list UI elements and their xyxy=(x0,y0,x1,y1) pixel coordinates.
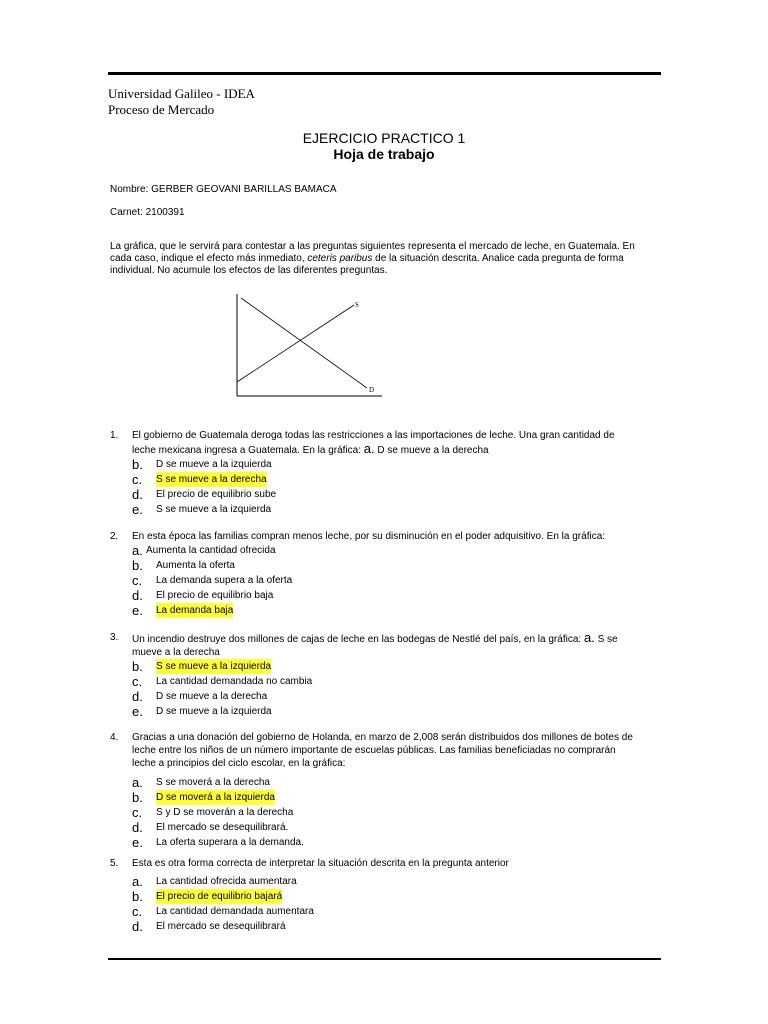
supply-label: S xyxy=(355,301,359,309)
question-number: 1. xyxy=(110,430,119,441)
option-text: La demanda supera a la oferta xyxy=(156,575,293,586)
option-letter: d. xyxy=(132,919,143,934)
inline-option-letter: a. xyxy=(363,441,375,456)
option-e[interactable] xyxy=(132,603,640,618)
option-text: Aumenta la cantidad ofrecida xyxy=(146,545,276,556)
option-b[interactable] xyxy=(132,790,640,805)
intro-part-1: La gráfica, que le servirá para contestar a las preguntas siguientes representa el mercado de leche, en Guatemala. En cada caso, indique el efecto más inmediato, xyxy=(110,241,635,264)
option-d[interactable] xyxy=(132,689,640,704)
option-text: D se mueve a la izquierda xyxy=(156,459,272,470)
option-b[interactable] xyxy=(132,659,640,674)
question-number: 2. xyxy=(110,531,119,542)
demand-label: D xyxy=(369,386,375,394)
option-text: La cantidad ofrecida aumentara xyxy=(156,876,297,887)
option-text: La oferta superara a la demanda. xyxy=(156,837,304,848)
option-text: D se mueve a la derecha xyxy=(156,691,268,702)
option-letter: a. xyxy=(132,874,143,889)
option-text: El mercado se desequilibrará. xyxy=(156,822,289,833)
bottom-rule xyxy=(108,958,661,960)
option-c[interactable] xyxy=(132,573,640,588)
option-b[interactable] xyxy=(132,558,640,573)
inline-option-text: S se mueve a la derecha xyxy=(132,634,618,658)
option-c[interactable] xyxy=(132,674,640,689)
inline-option-letter: a. xyxy=(583,630,595,645)
option-letter: b. xyxy=(132,558,143,573)
question-1 xyxy=(110,429,640,517)
intro-part-2: de la situación descrita. Analice cada pregunta de forma individual. No acumule los efectos de las diferentes preguntas. xyxy=(110,253,624,276)
option-letter: c. xyxy=(132,904,143,919)
title-sub: Hoja de trabajo xyxy=(333,146,435,162)
option-text: El precio de equilibrio baja xyxy=(156,590,274,601)
option-letter: a. xyxy=(132,543,143,558)
inline-option-text: D se mueve a la derecha xyxy=(374,445,489,456)
option-letter: b. xyxy=(132,889,143,904)
option-letter: e. xyxy=(132,603,143,618)
option-letter: c. xyxy=(132,472,143,487)
question-3 xyxy=(110,631,640,719)
option-text: La cantidad demandada aumentara xyxy=(156,906,314,917)
option-text-highlighted: La demanda baja xyxy=(156,605,234,616)
stem-text: El gobierno de Guatemala deroga todas las restricciones a las importaciones de leche. Una gran cantidad de leche mexicana ingresa a Guatemala. En la gráfica: xyxy=(132,430,615,456)
option-c[interactable] xyxy=(132,805,640,820)
option-text: Aumenta la oferta xyxy=(156,560,235,571)
option-c[interactable] xyxy=(132,472,640,487)
supply-curve xyxy=(237,305,354,382)
option-text: D se mueve a la izquierda xyxy=(156,706,272,717)
option-letter: d. xyxy=(132,588,143,603)
option-e[interactable] xyxy=(132,502,640,517)
option-letter: b. xyxy=(132,659,143,674)
option-a[interactable] xyxy=(132,775,640,790)
question-4 xyxy=(110,731,640,850)
question-5 xyxy=(110,857,640,934)
question-stem xyxy=(132,631,640,659)
top-rule xyxy=(108,72,661,75)
option-d[interactable] xyxy=(132,919,640,934)
option-b[interactable] xyxy=(132,889,640,904)
intro-italic: ceteris paribus xyxy=(307,253,373,264)
option-e[interactable] xyxy=(132,704,640,719)
student-carnet: Carnet: 2100391 xyxy=(110,207,185,218)
option-text: El precio de equilibrio sube xyxy=(156,489,277,500)
course-name: Proceso de Mercado xyxy=(108,102,215,117)
option-c[interactable] xyxy=(132,904,640,919)
option-e[interactable] xyxy=(132,835,640,850)
option-text-highlighted: D se moverá a la izquierda xyxy=(156,792,275,803)
option-text-highlighted: S se mueve a la derecha xyxy=(156,474,267,485)
option-letter: e. xyxy=(132,835,143,850)
option-letter: d. xyxy=(132,689,143,704)
option-letter: c. xyxy=(132,674,143,689)
question-number: 4. xyxy=(110,732,119,743)
question-stem: Esta es otra forma correcta de interpretar la situación descrita en la pregunta anterior xyxy=(132,858,509,869)
document-title xyxy=(0,130,768,162)
option-a[interactable] xyxy=(132,543,640,558)
option-letter: c. xyxy=(132,573,143,588)
option-letter: d. xyxy=(132,487,143,502)
supply-demand-graph xyxy=(234,292,384,398)
title-main: EJERCICIO PRACTICO 1 xyxy=(302,130,466,146)
question-stem: En esta época las familias compran menos leche, por su disminución en el poder adquisitivo. En la gráfica: xyxy=(132,531,606,542)
option-text: La cantidad demandada no cambia xyxy=(156,676,313,687)
demand-curve xyxy=(241,298,367,388)
option-d[interactable] xyxy=(132,588,640,603)
option-letter: a. xyxy=(132,775,143,790)
question-number: 3. xyxy=(110,632,119,643)
option-letter: b. xyxy=(132,790,143,805)
option-letter: e. xyxy=(132,502,143,517)
stem-text: Un incendio destruye dos millones de cajas de leche en las bodegas de Nestlé del país, en la gráfica: xyxy=(132,634,584,645)
option-d[interactable] xyxy=(132,487,640,502)
option-letter: c. xyxy=(132,805,143,820)
option-text: S se mueve a la izquierda xyxy=(156,504,272,515)
question-stem xyxy=(132,429,640,457)
instructions-paragraph xyxy=(110,241,635,277)
question-2 xyxy=(110,530,640,618)
option-text: El mercado se desequilibrará xyxy=(156,921,286,932)
option-text-highlighted: S se mueve a la izquierda xyxy=(156,661,272,672)
student-name: Nombre: GERBER GEOVANI BARILLAS BAMACA xyxy=(110,184,337,195)
option-b[interactable] xyxy=(132,457,640,472)
option-letter: d. xyxy=(132,820,143,835)
option-text: S se moverá a la derecha xyxy=(156,777,270,788)
option-d[interactable] xyxy=(132,820,640,835)
option-text: S y D se moverán a la derecha xyxy=(156,807,294,818)
option-a[interactable] xyxy=(132,874,640,889)
option-text-highlighted: El precio de equilibrio bajará xyxy=(156,891,283,902)
question-number: 5. xyxy=(110,858,119,869)
question-stem: Gracias a una donación del gobierno de Holanda, en marzo de 2,008 serán distribuidos dos millones de botes de leche entre los niños de un número importante de escuelas públicas. Las familias beneficiadas no comprarán leche a principios del ciclo escolar, en la gráfica: xyxy=(132,732,633,769)
option-letter: e. xyxy=(132,704,143,719)
institution-name: Universidad Galileo - IDEA xyxy=(108,86,255,101)
option-letter: b. xyxy=(132,457,143,472)
